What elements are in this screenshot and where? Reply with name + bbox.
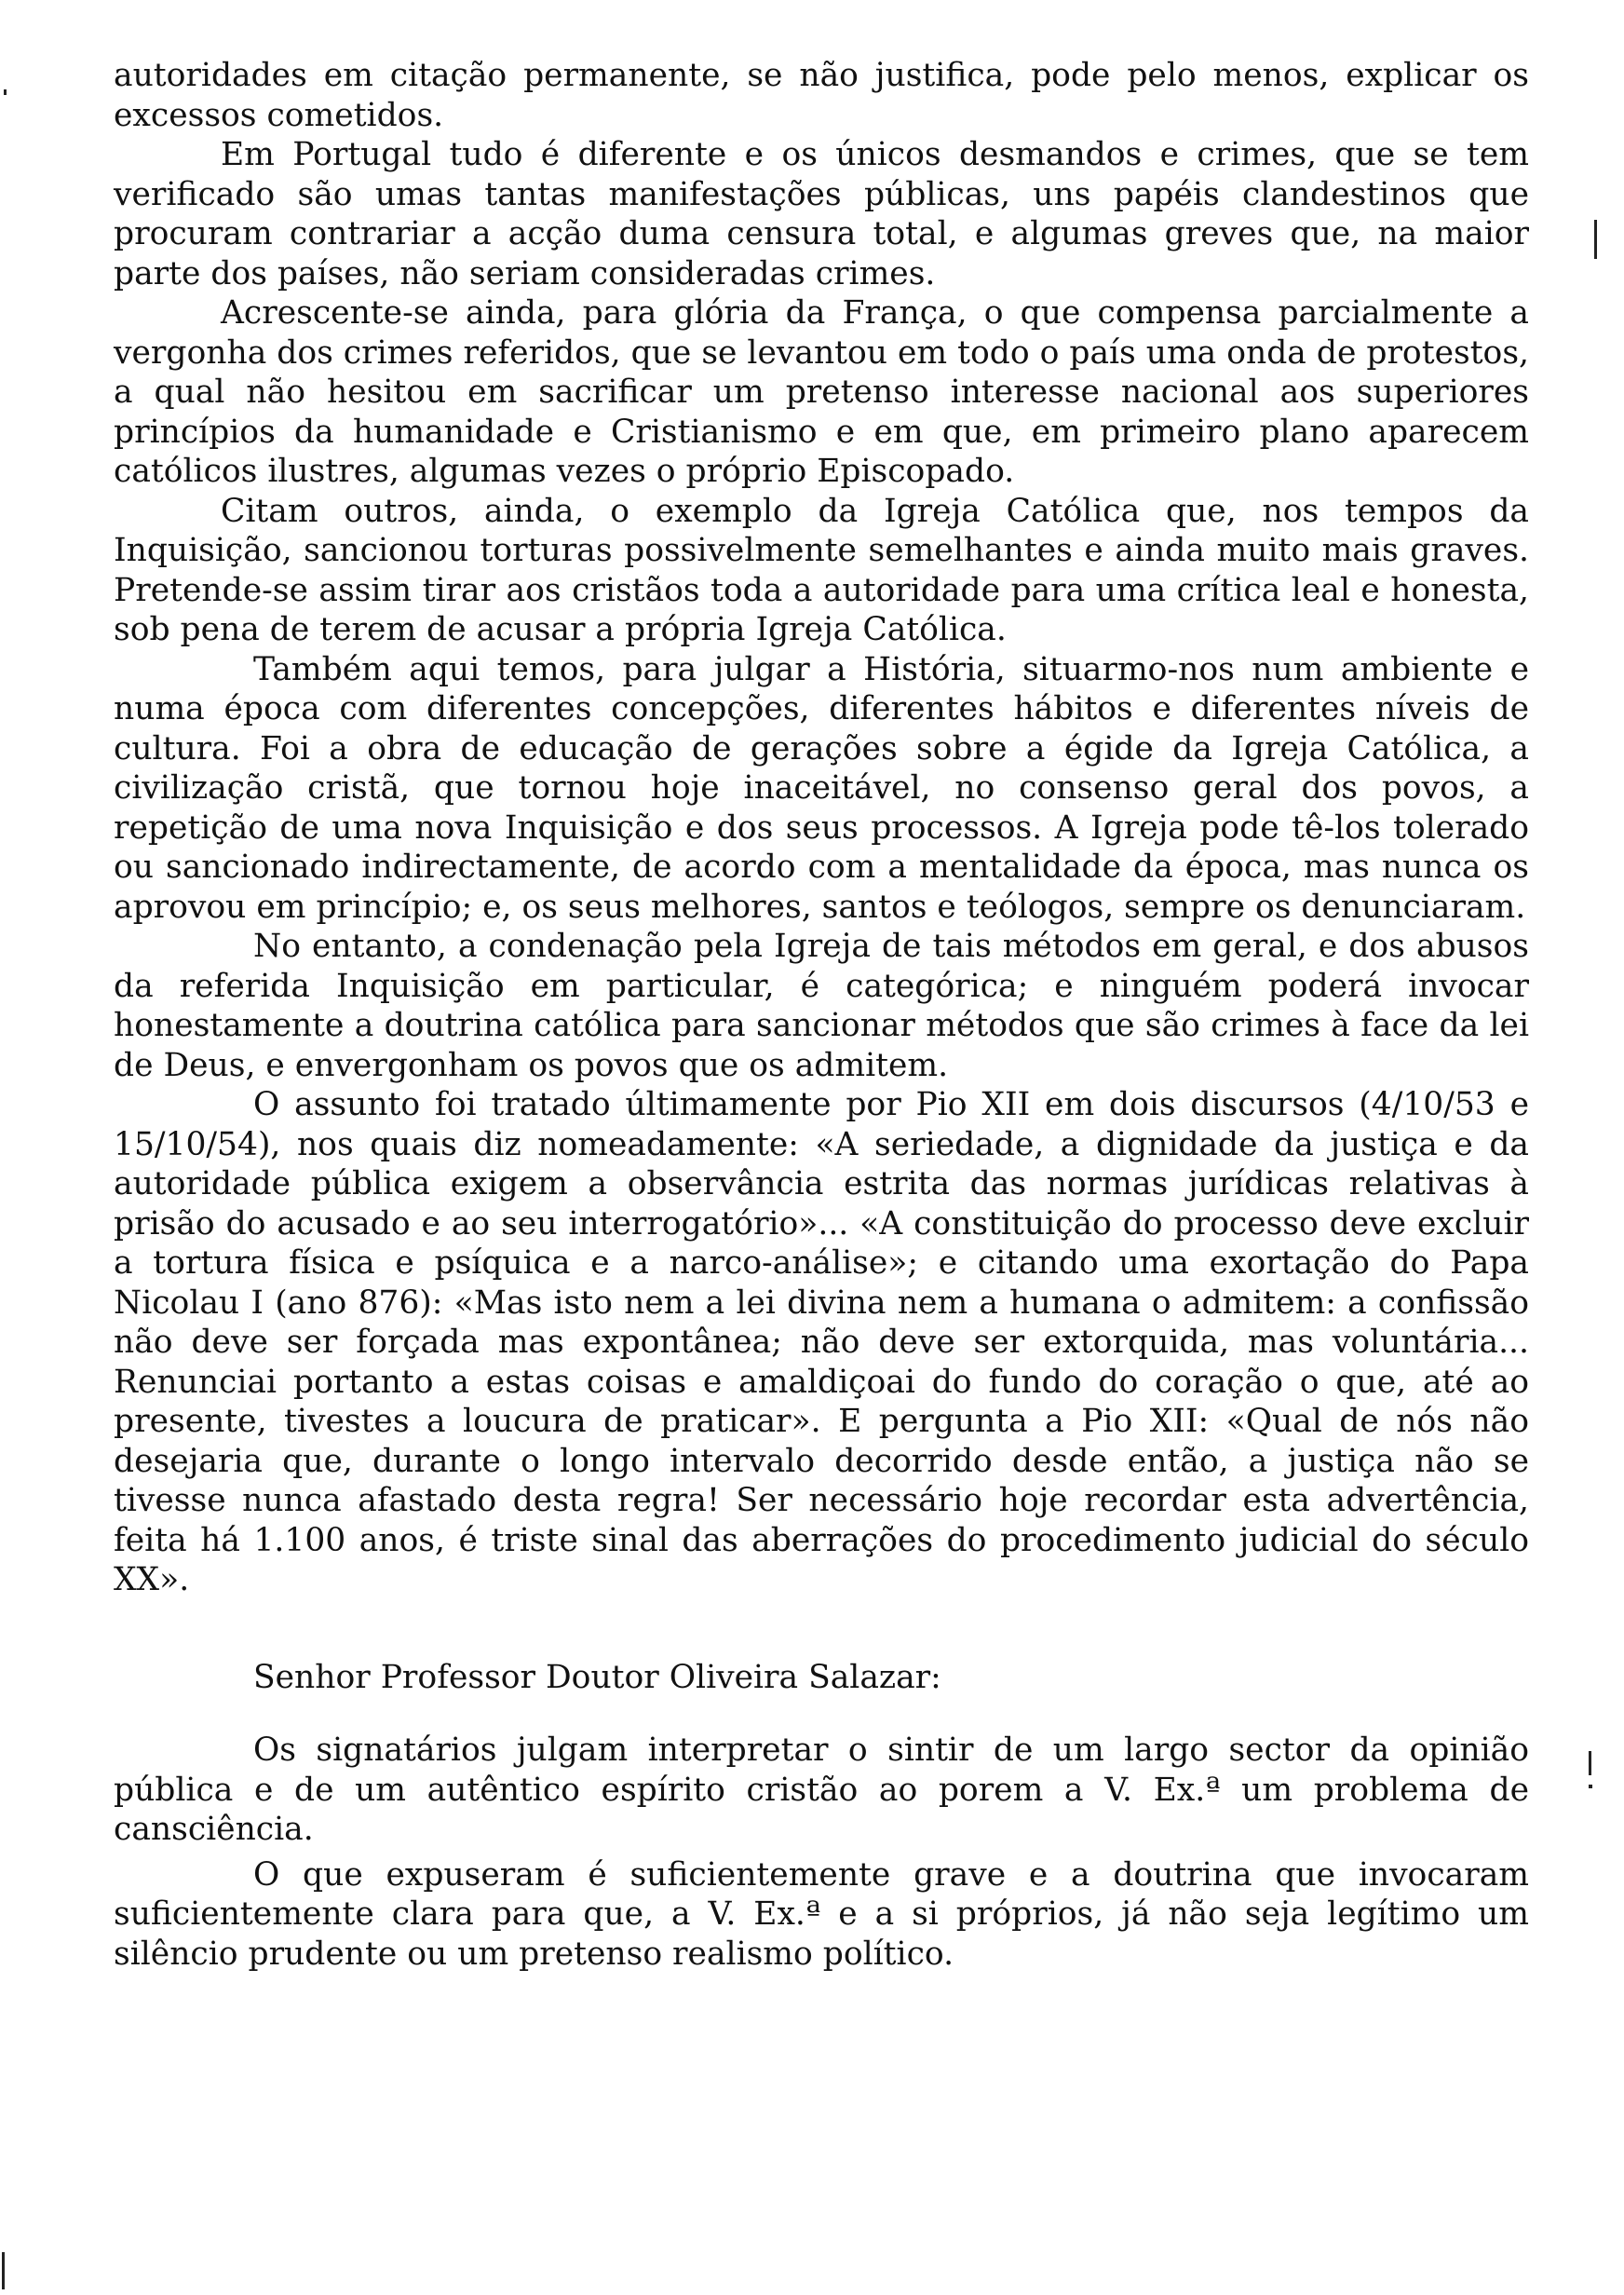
scan-speck: [1589, 1785, 1592, 1788]
scan-speck: [1589, 1751, 1591, 1775]
scan-speck: [4, 89, 7, 95]
document-page: [114, 56, 1529, 1974]
scan-speck: [2, 2252, 5, 2289]
scan-speck: [1594, 220, 1597, 259]
paragraph-inquisicao: Citam outros, ainda, o exemplo da Igreja Católica que, nos tempos da Inquisição, sancionou torturas possivelmente semelhantes e ainda muito mais graves. Pretende-se assim tirar aos cristãos toda a autoridade para uma crítica leal e honesta, sob pena de terem de acusar a própria Igreja Católica.: [114, 492, 1529, 648]
salutation: Senhor Professor Doutor Oliveira Salazar:: [253, 1658, 941, 1696]
paragraph-historia: Também aqui temos, para julgar a História, situarmo-nos num ambiente e numa época com diferentes concepções, diferentes hábitos e diferentes níveis de cultura. Foi a obra de educação de gerações sobre a égide da Igreja Católica, a civilização cristã, que tornou hoje inaceitável, no consenso geral dos povos, a repetição de uma nova Inquisição e dos seus processos. A Igreja pode tê-los tolerado ou sancionado indirectamente, de acordo com a mentalidade da época, mas nunca os aprovou em princípio; e, os seus melhores, santos e teólogos, sempre os denunciaram.: [114, 650, 1529, 926]
paragraph-portugal: Em Portugal tudo é diferente e os únicos desmandos e crimes, que se tem verificado são umas tantas manifestações públicas, uns papéis clandestinos que procuram contrariar a acção duma censura total, e algumas greves que, na maior parte dos países, não seriam consideradas crimes.: [114, 136, 1529, 292]
paragraph-signatarios: Os signatários julgam interpretar o sintir de um largo sector da opinião pública e de um autêntico espírito cristão ao porem a V. Ex.ª um problema de cansciência.: [114, 1731, 1529, 1848]
paragraph-expuseram: O que expuseram é suficientemente grave e a doutrina que invocaram suficientemente clara para que, a V. Ex.ª e a si próprios, já não seja legítimo um silêncio prudente ou um pretenso realismo político.: [114, 1855, 1529, 1973]
paragraph-condenacao: No entanto, a condenação pela Igreja de tais métodos em geral, e dos abusos da referida Inquisição em particular, é categórica; e ninguém poderá invocar honestamente a doutrina católica para sancionar métodos que são crimes à face da lei de Deus, e envergonham os povos que os admitem.: [114, 928, 1529, 1084]
paragraph-pio-xii: O assunto foi tratado últimamente por Pio XII em dois discursos (4/10/53 e 15/10/54), nos quais diz nomeadamente: «A seriedade, a dignidade da justiça e da autoridade pública exigem a observância estrita das normas jurídicas relativas à prisão do acusado e ao seu interrogatório»... «A constituição do processo deve excluir a tortura física e psíquica e a narco-análise»; e citando uma exortação do Papa Nicolau I (ano 876): «Mas isto nem a lei divina nem a humana o admitem: a confissão não deve ser forçada mas expontânea; não deve ser extorquida, mas voluntária... Renunciai portanto a estas coisas e amaldiçoai do fundo do coração o que, até ao presente, tivestes a loucura de praticar». E pergunta a Pio XII: «Qual de nós não desejaria que, durante o longo intervalo decorrido desde então, a justiça não se tivesse nunca afastado desta regra! Ser necessário hoje recordar esta advertência, feita há 1.100 anos, é triste sinal das aberrações do procedimento judicial do século XX».: [114, 1086, 1529, 1598]
paragraph-continuation: autoridades em citação permanente, se não justifica, pode pelo menos, explicar os excessos cometidos.: [114, 57, 1529, 134]
paragraph-franca: Acrescente-se ainda, para glória da França, o que compensa parcialmente a vergonha dos crimes referidos, que se levantou em todo o país uma onda de protestos, a qual não hesitou em sacrificar um pretenso interesse nacional aos superiores princípios da humanidade e Cristianismo e em que, em primeiro plano aparecem católicos ilustres, algumas vezes o próprio Episcopado.: [114, 294, 1529, 490]
